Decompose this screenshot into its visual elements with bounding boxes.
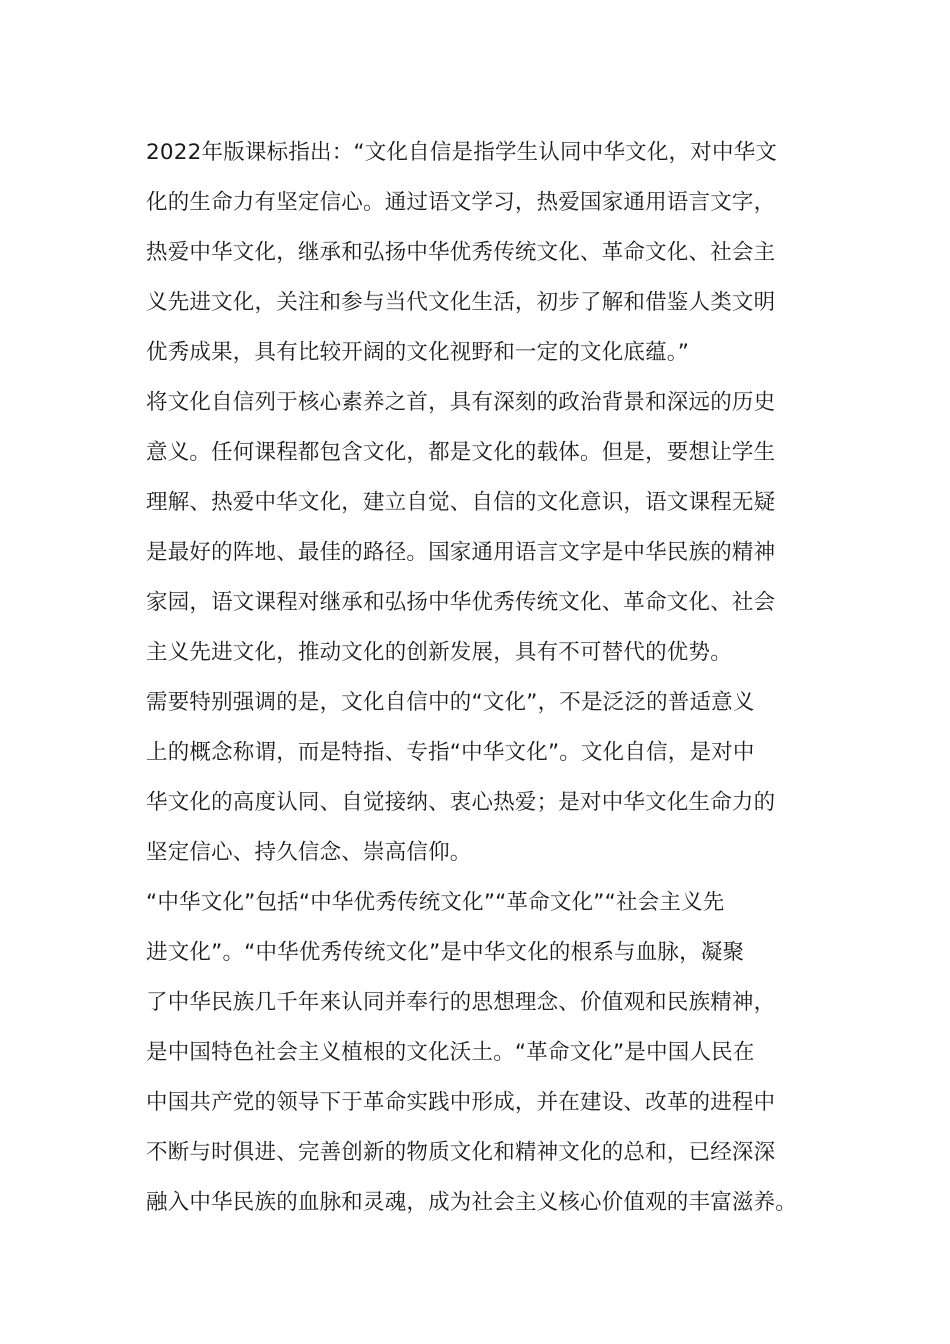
text-line: 是中国特色社会主义植根的文化沃土。“革命文化”是中国人民在 [146,1040,755,1065]
text-line: 热爱中华文化，继承和弘扬中华优秀传统文化、革命文化、社会主 [146,240,776,265]
text-line: 2022年版课标指出：“文化自信是指学生认同中华文化，对中华文 [146,140,778,165]
text-line: 需要特别强调的是，文化自信中的“文化”，不是泛泛的普适意义 [146,690,755,715]
text-line: “中华文化”包括“中华优秀传统文化”“革命文化”“社会主义先 [146,890,725,915]
text-line: 主义先进文化，推动文化的创新发展，具有不可替代的优势。 [146,640,732,665]
text-line: 华文化的高度认同、自觉接纳、衷心热爱；是对中华文化生命力的 [146,790,776,815]
text-line: 义先进文化，关注和参与当代文化生活，初步了解和借鉴人类文明 [146,290,776,315]
text-line: 中国共产党的领导下于革命实践中形成，并在建设、改革的进程中 [146,1090,776,1115]
text-line: 不断与时俱进、完善创新的物质文化和精神文化的总和，已经深深 [146,1140,776,1165]
text-line: 坚定信心、持久信念、崇高信仰。 [146,840,472,865]
text-line: 意义。任何课程都包含文化，都是文化的载体。但是，要想让学生 [146,440,776,465]
text-line: 了中华民族几千年来认同并奉行的思想理念、价值观和民族精神， [146,990,776,1015]
text-line: 上的概念称谓，而是特指、专指“中华文化”。文化自信，是对中 [146,740,755,765]
document-body [146,128,806,1228]
text-line: 融入中华民族的血脉和灵魂，成为社会主义核心价值观的丰富滋养。 [146,1190,798,1215]
text-line: 进文化”。“中华优秀传统文化”是中华文化的根系与血脉，凝聚 [146,940,745,965]
text-line: 优秀成果，具有比较开阔的文化视野和一定的文化底蕴。” [146,340,690,365]
text-line: 将文化自信列于核心素养之首，具有深刻的政治背景和深远的历史 [146,390,776,415]
text-line: 化的生命力有坚定信心。通过语文学习，热爱国家通用语言文字， [146,190,776,215]
text-line: 是最好的阵地、最佳的路径。国家通用语言文字是中华民族的精神 [146,540,776,565]
text-line: 家园，语文课程对继承和弘扬中华优秀传统文化、革命文化、社会 [146,590,776,615]
text-line: 理解、热爱中华文化，建立自觉、自信的文化意识，语文课程无疑 [146,490,776,515]
